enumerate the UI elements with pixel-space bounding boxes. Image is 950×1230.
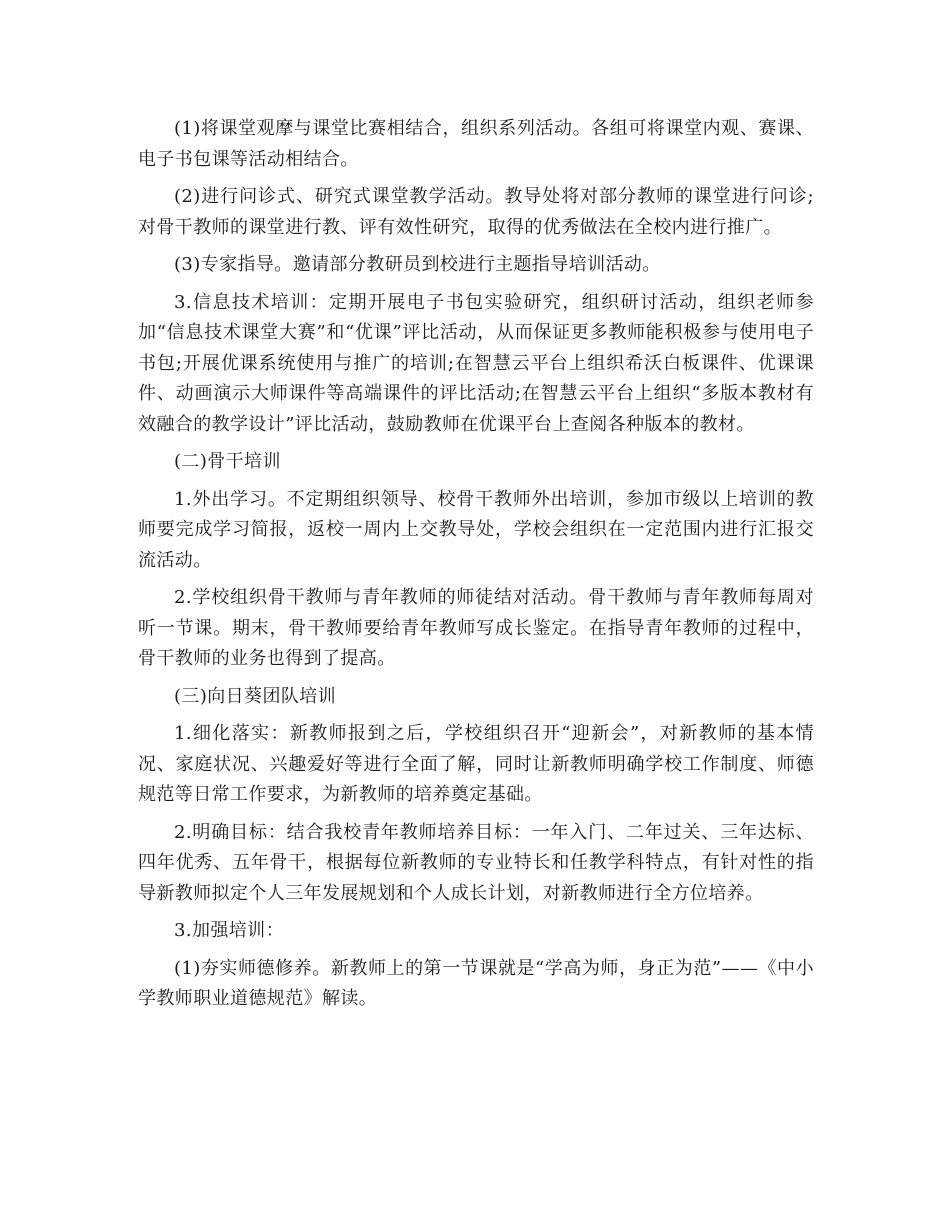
paragraph-strengthen-training: 3.加强培训： xyxy=(174,920,284,941)
document-body xyxy=(138,114,814,1022)
paragraph-teacher-ethics: (1)夯实师德修养。新教师上的第一节课就是“学高为师，身正为范”——《中小学教师职业道德规范》解读。 xyxy=(138,957,814,1009)
heading-sunflower-team-training: (三)向日葵团队培训 xyxy=(174,685,337,707)
heading-backbone-training: (二)骨干培训 xyxy=(174,451,281,472)
paragraph-mentor-pairing: 2.学校组织骨干教师与青年教师的师徒结对活动。骨干教师与青年教师每周对听一节课。期末，骨干教师要给青年教师写成长鉴定。在指导青年教师的过程中，骨干教师的业务也得到了提高。 xyxy=(138,587,814,669)
paragraph-expert-guidance: (3)专家指导。邀请部分教研员到校进行主题指导培训活动。 xyxy=(174,254,661,275)
paragraph-diagnostic-teaching: (2)进行问诊式、研究式课堂教学活动。教导处将对部分教师的课堂进行问诊;对骨干教师的课堂进行教、评有效性研究，取得的优秀做法在全校内进行推广。 xyxy=(138,186,814,238)
paragraph-clear-goals: 2.明确目标：结合我校青年教师培养目标：一年入门、二年过关、三年达标、四年优秀、五年骨干，根据每位新教师的专业特长和任教学科特点，有针对性的指导新教师拟定个人三年发展规划和个人成长计划，对新教师进行全方位培养。 xyxy=(138,821,814,904)
paragraph-refine-implementation: 1.细化落实：新教师报到之后，学校组织召开“迎新会”，对新教师的基本情况、家庭状况、兴趣爱好等进行全面了解，同时让新教师明确学校工作制度、师德规范等日常工作要求，为新教师的培养奠定基础。 xyxy=(138,723,814,805)
paragraph-external-study: 1.外出学习。不定期组织领导、校骨干教师外出培训，参加市级以上培训的教师要完成学习简报，返校一周内上交教导处，学校会组织在一定范围内进行汇报交流活动。 xyxy=(138,488,814,571)
paragraph-it-training: 3.信息技术培训：定期开展电子书包实验研究，组织研讨活动，组织老师参加“信息技术课堂大赛”和“优课”评比活动，从而保证更多教师能积极参与使用电子书包;开展优课系统使用与推广的培训;在智慧云平台上组织希沃白板课件、优课课件、动画演示大师课件等高端课件的评比活动;在智慧云平台上组织“多版本教材有效融合的教学设计”评比活动，鼓励教师在优课平台上查阅各种版本的教材。 xyxy=(138,291,814,435)
paragraph-classroom-observation: (1)将课堂观摩与课堂比赛相结合，组织系列活动。各组可将课堂内观、赛课、电子书包课等活动相结合。 xyxy=(138,118,814,170)
